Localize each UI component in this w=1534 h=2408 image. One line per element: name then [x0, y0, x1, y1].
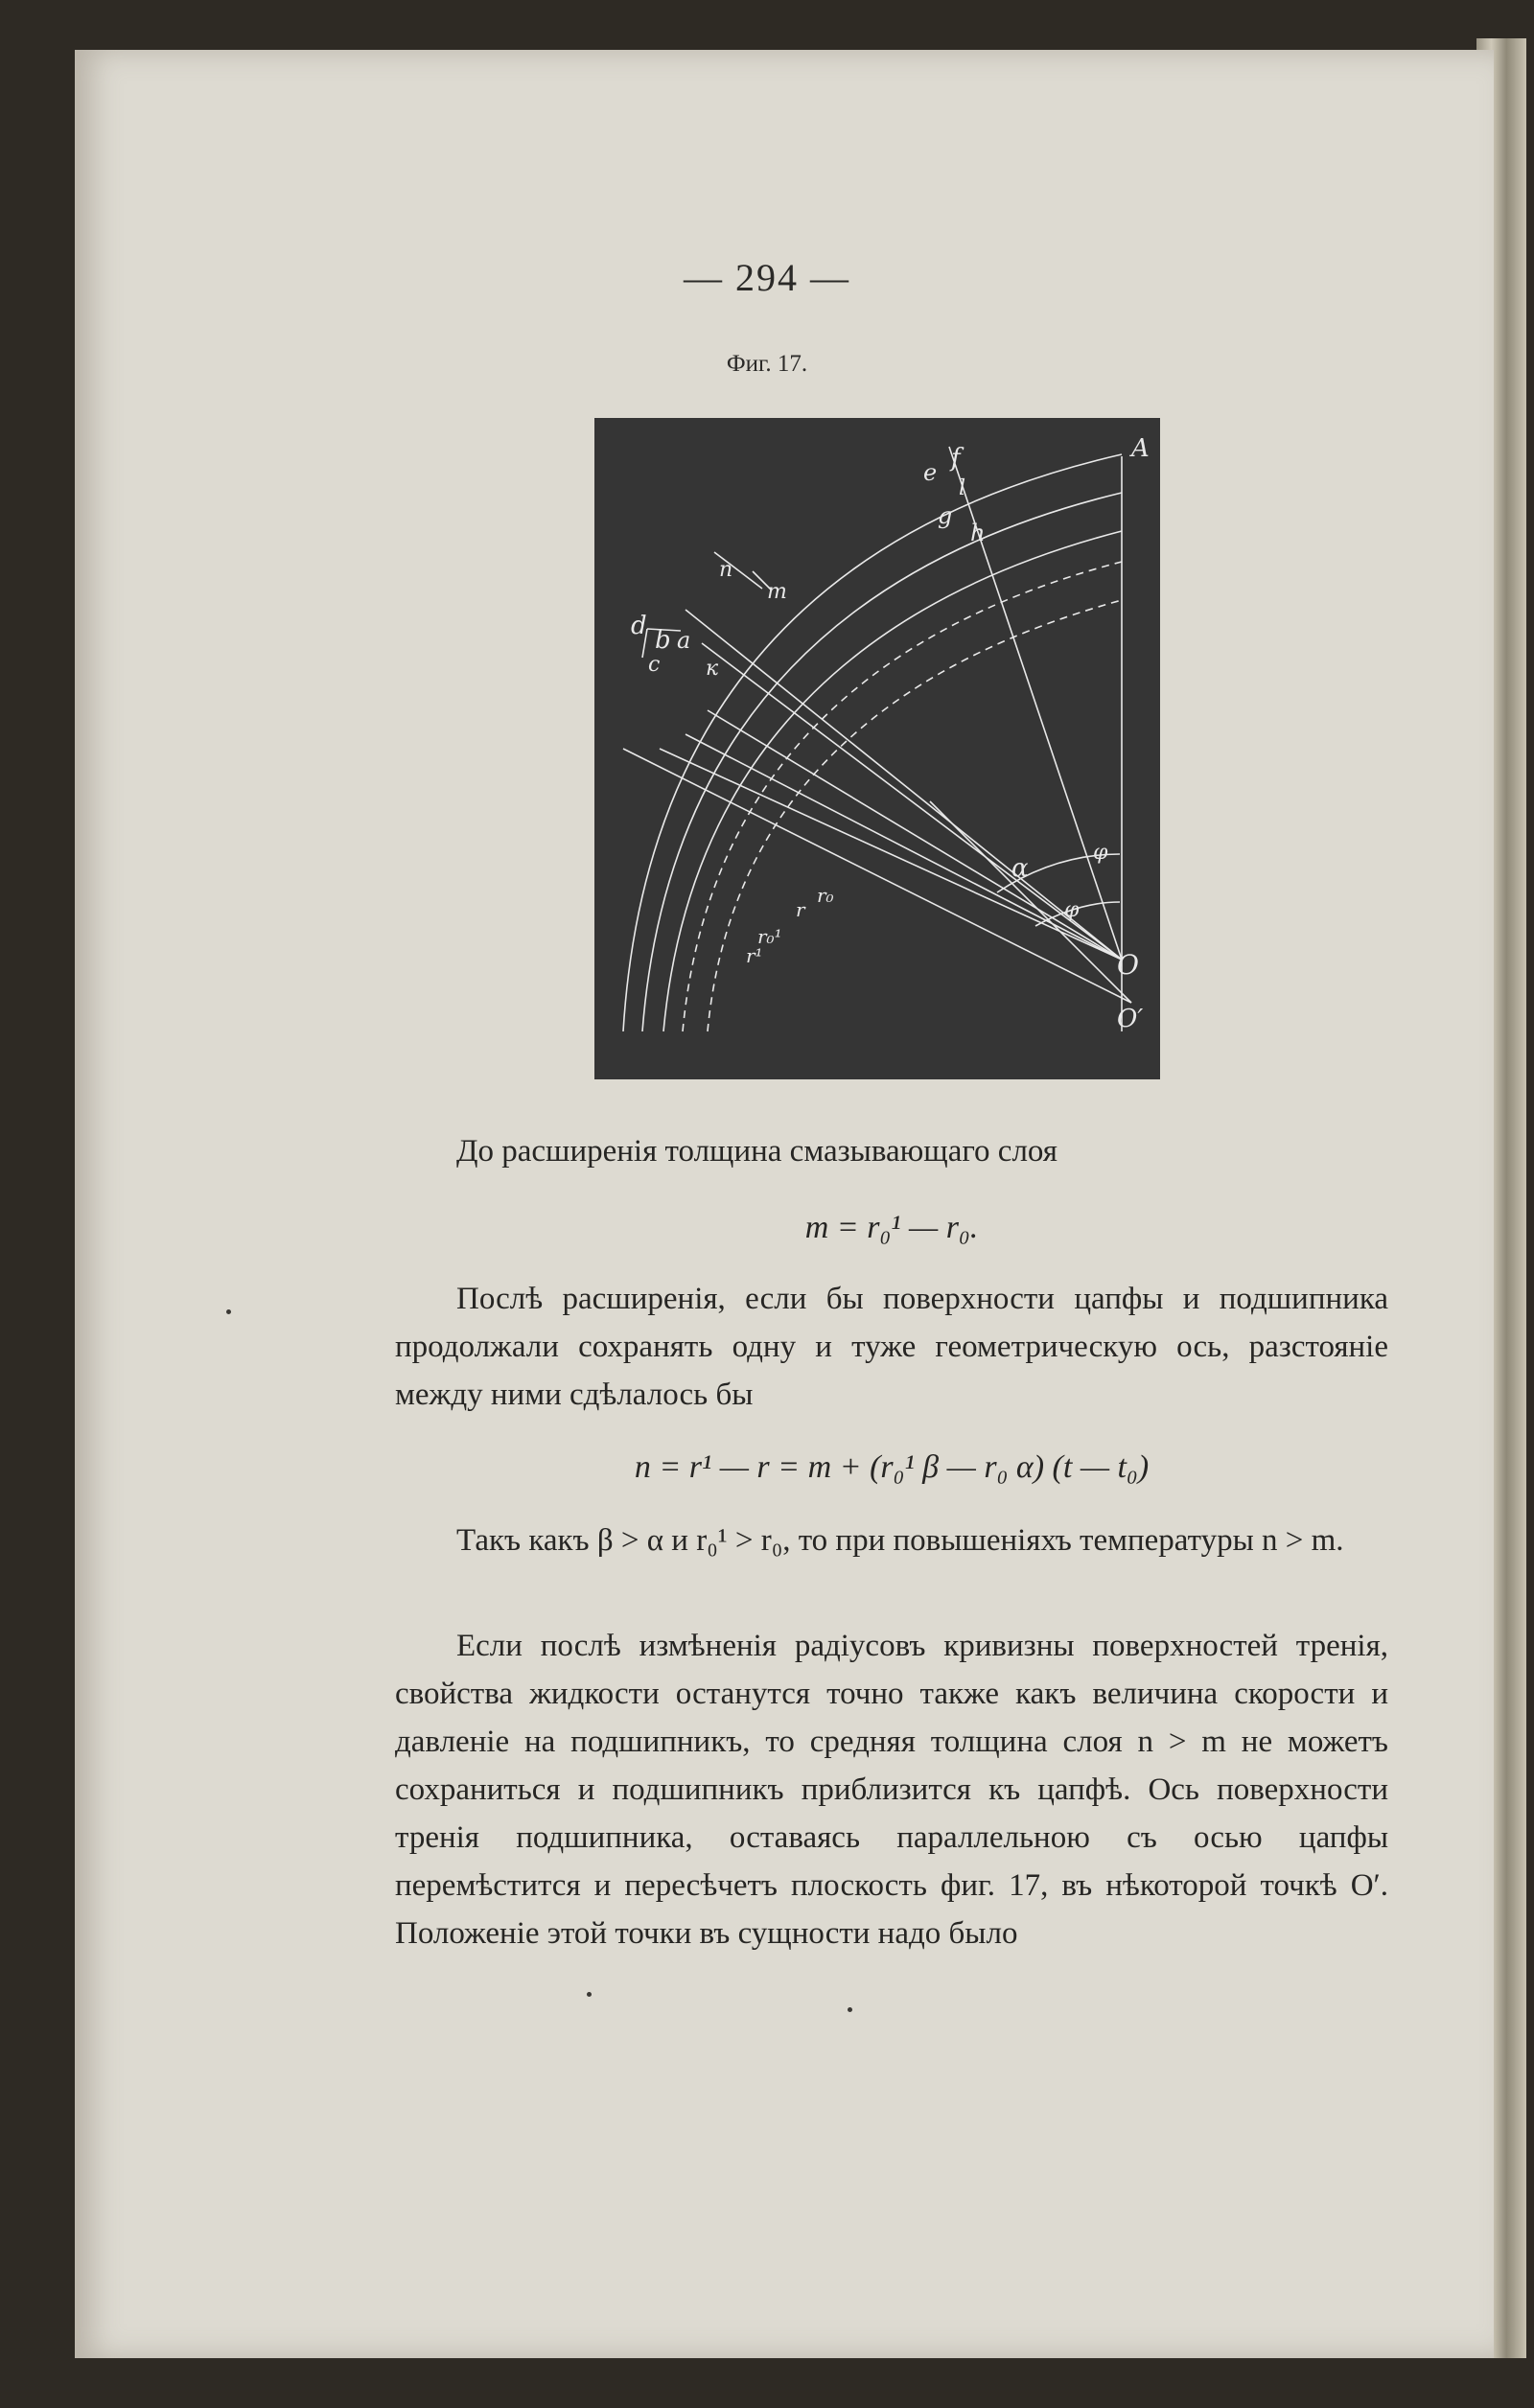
- label-g: g: [938, 502, 953, 529]
- speck: [848, 2007, 852, 2012]
- page-number: — 294 —: [684, 256, 850, 299]
- label-n: n: [719, 558, 733, 582]
- label-f: f: [951, 444, 961, 473]
- label-r0-1: r₀¹: [757, 925, 782, 948]
- label-a: a: [677, 627, 691, 654]
- radius-to-b: [686, 610, 1122, 960]
- label-r0: r₀: [817, 884, 834, 907]
- label-O-prime: O′: [1117, 1005, 1144, 1033]
- line-to-O-prime: [930, 801, 1131, 1003]
- radius-line-r: [686, 734, 1122, 960]
- speck: [226, 1309, 231, 1314]
- label-r: r: [796, 898, 805, 921]
- figure-caption: Фиг. 17.: [726, 351, 808, 377]
- label-l: l: [959, 476, 966, 500]
- label-c: c: [648, 653, 661, 677]
- formula-1: m = r₀¹ — r₀.: [804, 1210, 979, 1245]
- bearing-geometry-drawing: [594, 418, 1160, 1079]
- speck: [587, 1992, 592, 1997]
- radius-line-r1: [660, 749, 1122, 960]
- radius-to-a: [702, 643, 1122, 960]
- label-d: d: [631, 612, 647, 640]
- label-phi-1: φ: [1093, 841, 1108, 865]
- radius-line-r0-1: [623, 749, 1131, 1003]
- formula-2: n = r¹ — r = m + (r₀¹ β — r₀ α) (t — t₀): [634, 1449, 1150, 1485]
- body-line-1: До расширенія толщина смазывающаго слоя: [456, 1134, 1058, 1169]
- label-A: A: [1131, 434, 1150, 463]
- label-phi-2: φ: [1064, 898, 1080, 922]
- label-m: m: [767, 580, 787, 604]
- label-b: b: [655, 626, 671, 655]
- paragraph-4: Если послѣ измѣненія радіусовъ кривизны поверхностей тренія, свойства жидкости останутся точно также какъ величина скорости и давленіе на подшипникъ, то средняя толщина слоя n > m не можетъ сохраниться и подшипникъ приблизится къ цапфѣ. Ось поверхности тренія подшипника, оставаясь параллельною съ осью цапфы перемѣстится и пересѣчетъ плоскость фиг. 17, въ нѣкоторой точкѣ O′. Положеніе этой точки въ сущности надо было: [395, 1629, 1388, 1951]
- arc-outer-2: [642, 493, 1122, 1031]
- paragraph-3: Такъ какъ β > α и r₀¹ > r₀, то при повышеніяхъ температуры n > m.: [456, 1523, 1344, 1558]
- label-e: e: [923, 459, 938, 486]
- arc-outer-1: [623, 454, 1122, 1031]
- label-h: h: [970, 520, 986, 546]
- label-O: O: [1117, 949, 1139, 981]
- figure-17-diagram: [594, 418, 1160, 1079]
- label-k: к: [706, 657, 719, 681]
- paragraph-2: Послѣ расширенія, если бы поверхности цапфы и подшипника продолжали сохранять одну и туже геометрическую ось, разстояніе между ними сдѣлалось бы: [395, 1282, 1388, 1412]
- label-alpha: α: [1011, 854, 1029, 883]
- label-r1: r¹: [746, 944, 763, 967]
